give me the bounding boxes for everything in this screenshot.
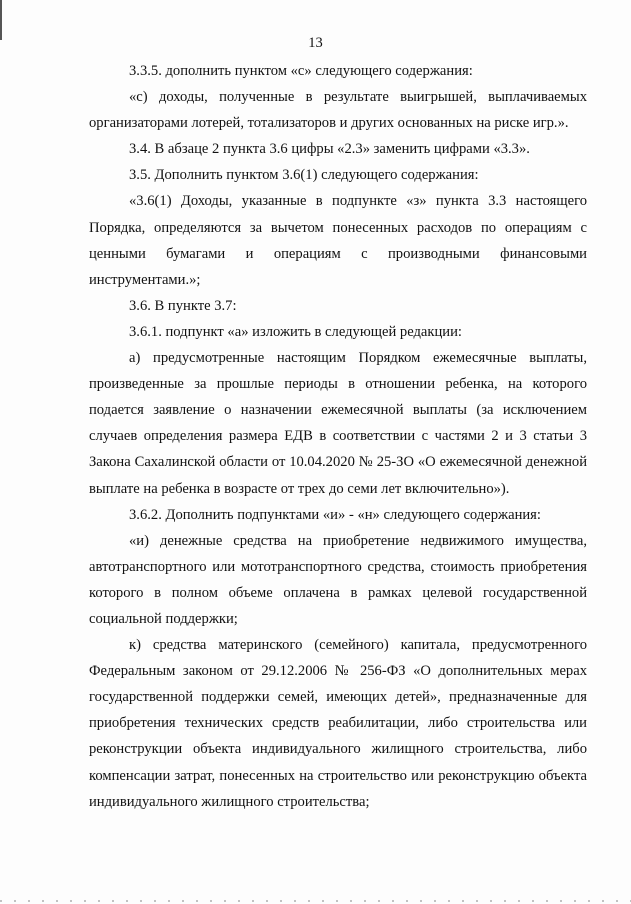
- paragraph-3-4: 3.4. В абзаце 2 пункта 3.6 цифры «2.3» заменить цифрами «3.3».: [129, 141, 530, 158]
- paragraph-3-6-1: 3.6.1. подпункт «а» изложить в следующей редакции:: [129, 323, 462, 340]
- paragraph-subitem-k: к) средства материнского (семейного) капитала, предусмотренного Федеральным законом от 29.12.2006 № 256-ФЗ «О дополнительных мерах государственной поддержки семей, имеющих детей», предназначенные для приобретения технических средств реабилитации, либо строительства или реконструкции объекта индивидуального жилищного строительства, либо компенсации затрат, понесенных на строительство или реконструкцию объекта индивидуального жилищного строительства;: [89, 637, 587, 810]
- scan-edge-mark: [0, 0, 2, 40]
- paragraph-3-6-2: 3.6.2. Дополнить подпунктами «и» - «н» следующего содержания:: [129, 506, 541, 523]
- paragraph-3-6-1-text: «3.6(1) Доходы, указанные в подпункте «з» пункта 3.3 настоящего Порядка, определяются за вычетом понесенных расходов по операциям с ценными бумагами и операциям с производными финансовыми инструментами.»;: [89, 193, 587, 288]
- paragraph-subitem-c: «с) доходы, полученные в результате выигрышей, выплачиваемых организаторами лотерей, тотализаторов и других основанных на риске игр.».: [89, 89, 587, 132]
- paragraph-subitem-a: а) предусмотренные настоящим Порядком ежемесячные выплаты, произведенные за прошлые периоды в отношении ребенка, на которого подается заявление о назначении ежемесячной выплаты (за исключением случаев определения размера ЕДВ в соответствии с частями 2 и 3 статьи 3 Закона Сахалинской области от 10.04.2020 № 25-ЗО «О ежемесячной денежной выплате на ребенка в возрасте от трех до семи лет включительно»).: [89, 350, 587, 497]
- scan-bottom-noise: [0, 900, 631, 902]
- paragraph-3-5: 3.5. Дополнить пунктом 3.6(1) следующего содержания:: [129, 167, 479, 184]
- paragraph-3-3-5: 3.3.5. дополнить пунктом «с» следующего содержания:: [129, 63, 473, 79]
- document-body: [89, 58, 587, 815]
- paragraph-subitem-i: «и) денежные средства на приобретение недвижимого имущества, автотранспортного или мототранспортного средства, стоимость приобретения которого в полном объеме оплачена в рамках целевой государственной социальной поддержки;: [89, 532, 587, 627]
- page-number: 13: [308, 35, 323, 51]
- paragraph-3-6: 3.6. В пункте 3.7:: [129, 297, 237, 314]
